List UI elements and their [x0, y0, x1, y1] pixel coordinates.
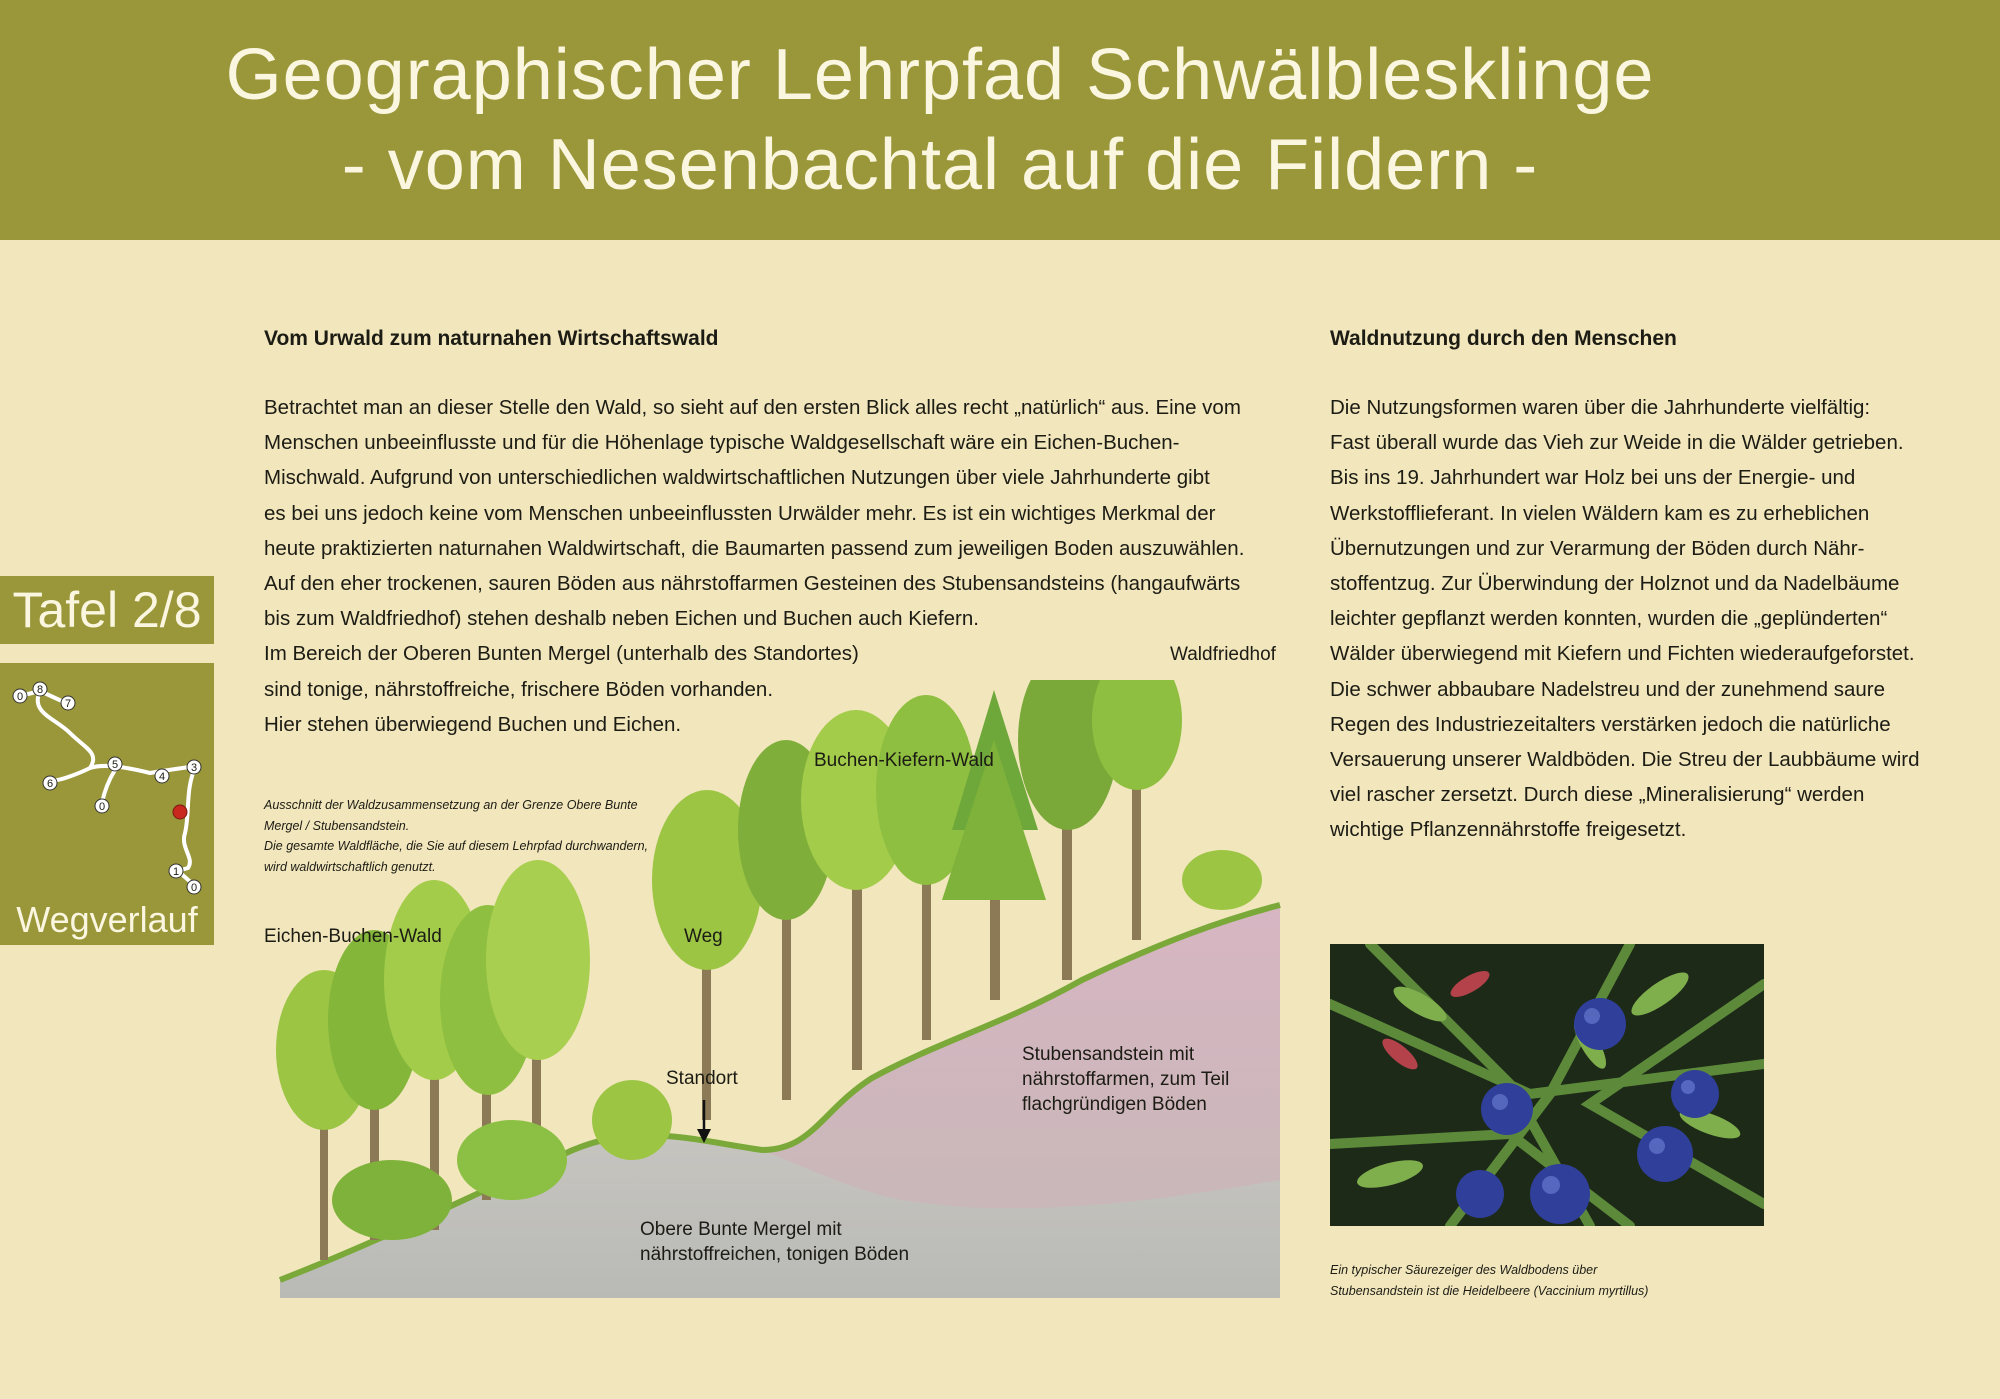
- text-line: Betrachtet man an dieser Stelle den Wald, so sieht auf den ersten Blick alles recht „natürlich“ aus. Eine vom: [264, 396, 1241, 419]
- page-subtitle: - vom Nesenbachtal auf die Fildern -: [341, 125, 1539, 205]
- label-line: Stubensandstein mit: [1022, 1044, 1195, 1065]
- label-mergel: [640, 1217, 909, 1267]
- route-number: 3: [190, 762, 198, 774]
- text-line: Wälder überwiegend mit Kiefern und Fichten wiederaufgeforstet.: [1330, 642, 1915, 666]
- text-line: bis zum Waldfriedhof) stehen deshalb neben Eichen und Buchen auch Kiefern.: [264, 607, 979, 631]
- route-number: 8: [36, 684, 44, 696]
- text-line: wichtige Pflanzennährstoffe freigesetzt.: [1330, 818, 1687, 842]
- text-line: leichter gepflanzt werden konnten, wurden die „geplünderten“: [1330, 607, 1888, 631]
- text-line: Bis ins 19. Jahrhundert war Holz bei uns der Energie- und: [1330, 466, 1856, 490]
- route-number: 5: [111, 759, 119, 771]
- text-line: Im Bereich der Oberen Bunten Mergel (unterhalb des Standortes): [264, 642, 859, 666]
- tafel-badge: Tafel 2/8: [0, 576, 214, 644]
- label-waldfriedhof: Waldfriedhof: [1170, 644, 1276, 665]
- label-line: nährstoffreichen, tonigen Böden: [640, 1244, 910, 1265]
- text-line: Übernutzungen und zur Verarmung der Böden durch Nähr-: [1330, 536, 1865, 560]
- text-line: Menschen unbeeinflusste und für die Höhenlage typische Waldgesellschaft wäre ein Eichen-Buchen-: [264, 431, 1180, 455]
- text-line: heute praktizierten naturnahen Waldwirtschaft, die Baumarten passend zum jeweiligen Boden auszuwählen.: [264, 536, 1245, 560]
- label-standort: Standort: [666, 1068, 738, 1089]
- route-number: 4: [158, 771, 166, 783]
- blueberry-photo: [1330, 944, 1764, 1226]
- text-line: es bei uns jedoch keine vom Menschen unbeeinflussten Urwälder mehr. Es ist ein wichtiges Merkmal der: [264, 501, 1216, 525]
- text-line: Hier stehen überwiegend Buchen und Eichen.: [264, 712, 682, 736]
- label-weg: Weg: [684, 926, 723, 947]
- text-line: stoffentzug. Zur Überwindung der Holznot und da Nadelbäume: [1330, 572, 1900, 596]
- route-number: 0: [190, 882, 198, 894]
- right-section-heading: Waldnutzung durch den Menschen: [1330, 327, 1677, 350]
- label-eichen-buchen-wald: Eichen-Buchen-Wald: [264, 926, 442, 947]
- route-number: 0: [98, 801, 106, 813]
- text-line: viel rascher zersetzt. Durch diese „Mineralisierung“ werden: [1330, 783, 1865, 807]
- text-line: Mischwald. Aufgrund von unterschiedlichen waldwirtschaftlichen Nutzungen über viele Jahrhunderte gibt: [264, 466, 1210, 490]
- page-title: Geographischer Lehrpfad Schwälblesklinge: [225, 35, 1655, 115]
- label-line: nährstoffarmen, zum Teil: [1022, 1069, 1230, 1090]
- route-number: 7: [64, 698, 72, 710]
- caption-line: Ein typischer Säurezeiger des Waldbodens über: [1330, 1263, 1598, 1277]
- right-section-text: [1330, 390, 1920, 848]
- text-line: Die Nutzungsformen waren über die Jahrhunderte vielfältig:: [1330, 396, 1871, 419]
- route-number: 1: [172, 866, 180, 878]
- text-line: Versauerung unserer Waldböden. Die Streu der Laubbäume wird: [1330, 748, 1920, 772]
- route-label: Wegverlauf: [16, 899, 198, 940]
- forest-cross-section-illustration: [262, 680, 1282, 1300]
- photo-caption: [1330, 1260, 1648, 1301]
- text-line: Werkstofflieferant. In vielen Wäldern kam es zu erheblichen: [1330, 501, 1870, 525]
- caption-line: Die gesamte Waldfläche, die Sie auf diesem Lehrpfad durchwandern,: [264, 839, 649, 853]
- text-line: Fast überall wurde das Vieh zur Weide in die Wälder getrieben.: [1330, 431, 1904, 455]
- header-banner: [0, 0, 2000, 240]
- left-section-heading: Vom Urwald zum naturnahen Wirtschaftswald: [264, 327, 719, 350]
- caption-line: Mergel / Stubensandstein.: [264, 818, 410, 833]
- route-number: 0: [16, 691, 24, 703]
- caption-line: Ausschnitt der Waldzusammensetzung an der Grenze Obere Bunte: [264, 798, 638, 812]
- label-buchen-kiefern-wald: Buchen-Kiefern-Wald: [814, 750, 994, 771]
- route-map: [0, 663, 214, 945]
- route-number: 6: [46, 778, 54, 790]
- text-line: sind tonige, nährstoffreiche, frischere Böden vorhanden.: [264, 677, 774, 701]
- text-line: Die schwer abbaubare Nadelstreu und der zunehmend saure: [1330, 677, 1885, 701]
- route-number: 2: [179, 816, 181, 817]
- text-line: Regen des Industriezeitalters verstärken jedoch die natürliche: [1330, 712, 1891, 736]
- route-map-drawing: [0, 663, 214, 903]
- caption-line: wird waldwirtschaftlich genutzt.: [264, 859, 436, 874]
- label-line: flachgründigen Böden: [1022, 1094, 1207, 1115]
- label-line: Obere Bunte Mergel mit: [640, 1219, 842, 1240]
- caption-line: Stubensandstein ist die Heidelbeere (Vaccinium myrtillus): [1330, 1283, 1649, 1298]
- label-stubensandstein: [1022, 1042, 1229, 1117]
- text-line: Auf den eher trockenen, sauren Böden aus nährstoffarmen Gesteinen des Stubensandsteins (hangaufwärts: [264, 572, 1241, 596]
